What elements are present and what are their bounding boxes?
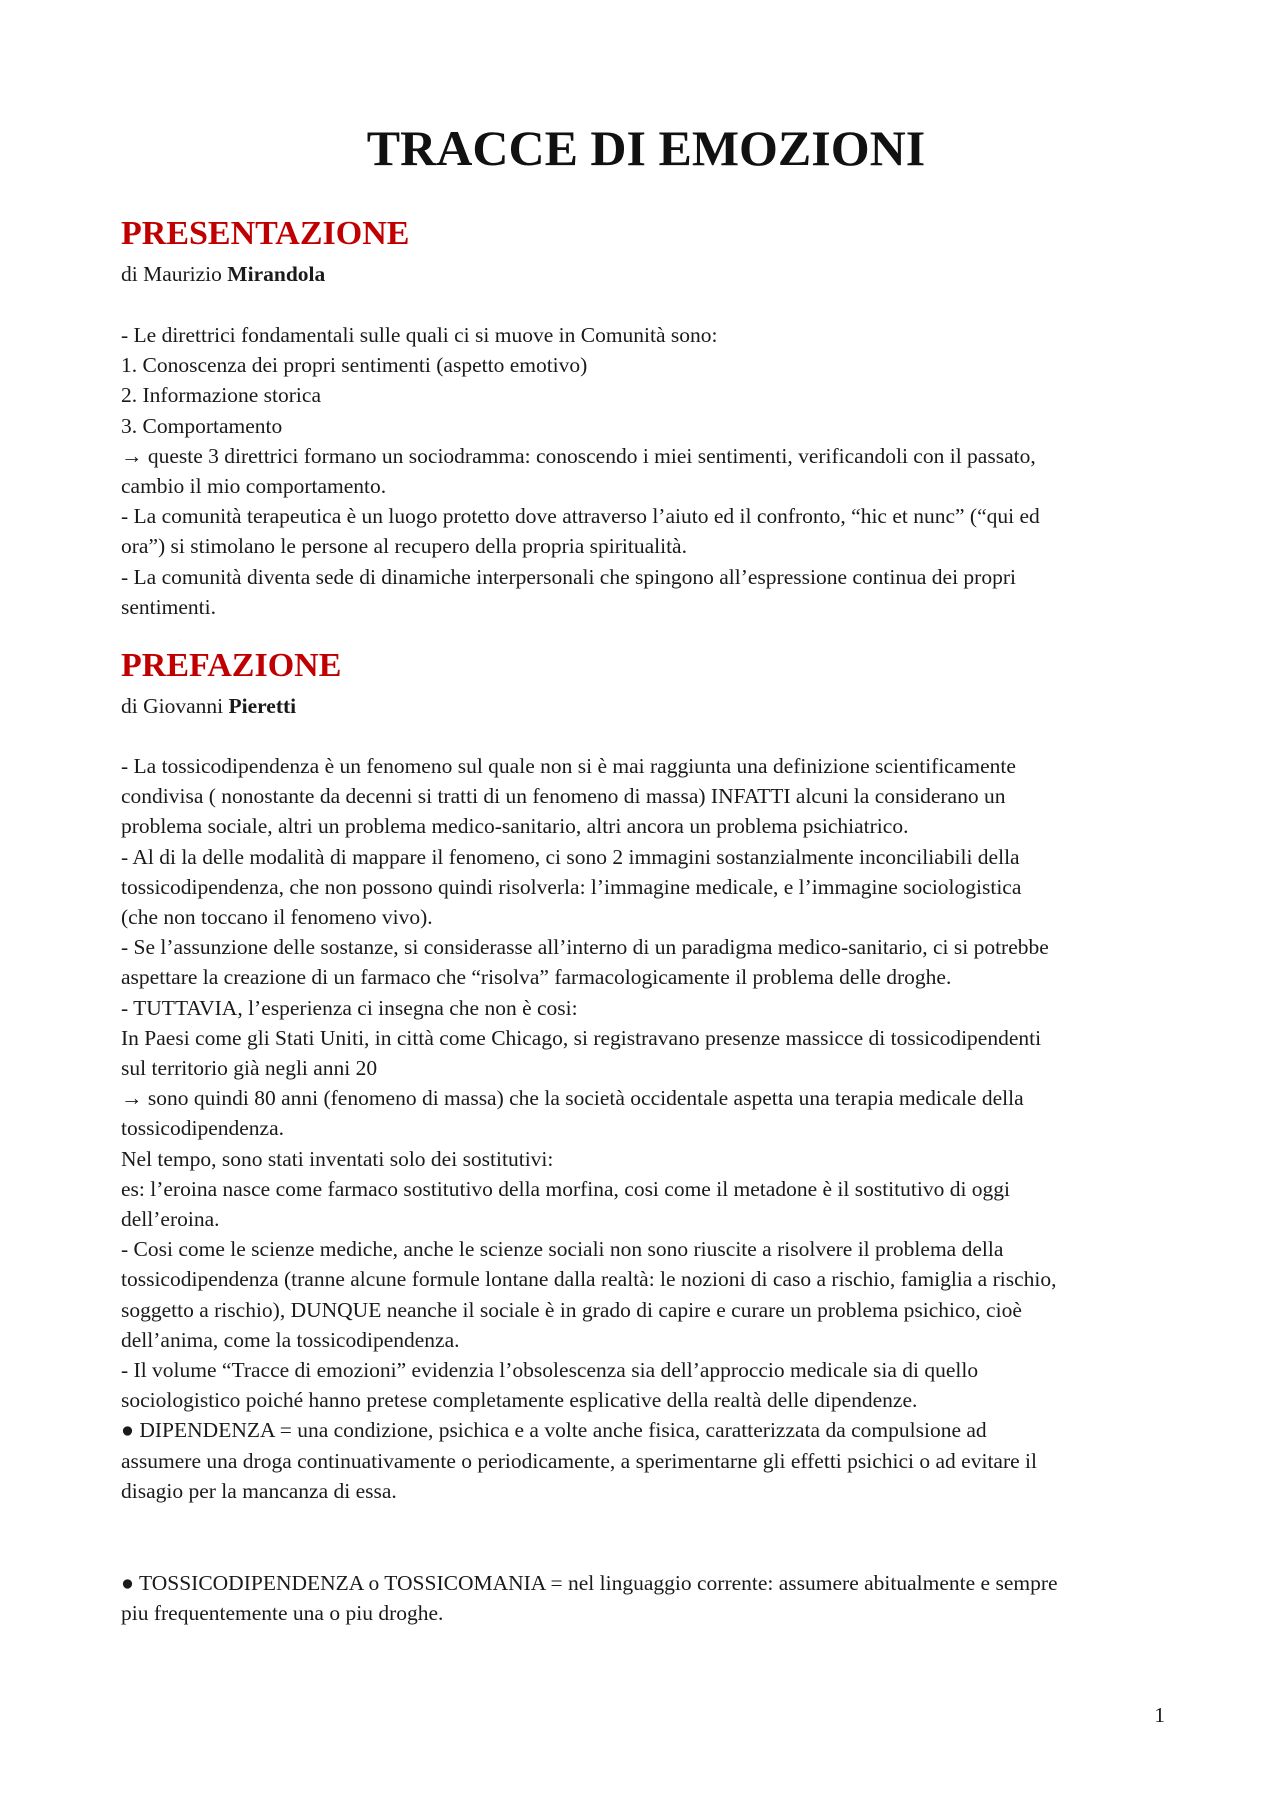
text-line: soggetto a rischio), DUNQUE neanche il sociale è in grado di capire e curare un problema psichico, cioè	[121, 1297, 1022, 1322]
text-line: → sono quindi 80 anni (fenomeno di massa) che la società occidentale aspetta una terapia medicale della	[121, 1086, 1024, 1111]
text-line: Nel tempo, sono stati inventati solo dei sostitutivi:	[121, 1146, 554, 1171]
text-line: sul territorio già negli anni 20	[121, 1056, 378, 1081]
byline-prefix: di Maurizio	[121, 262, 222, 286]
prefazione-definition	[121, 1568, 1171, 1628]
text-line: condivisa ( nonostante da decenni si tratti di un fenomeno di massa) INFATTI alcuni la considerano un	[121, 784, 1006, 809]
text-line: es: l’eroina nasce come farmaco sostitutivo della morfina, cosi come il metadone è il sostitutivo di oggi	[121, 1176, 1011, 1201]
text-line: (che non toccano il fenomeno vivo).	[121, 905, 433, 930]
document-title: TRACCE DI EMOZIONI	[366, 120, 926, 176]
text-line: disagio per la mancanza di essa.	[121, 1478, 397, 1503]
text-line: sentimenti.	[121, 594, 216, 619]
byline-prefix: di Giovanni	[121, 694, 224, 718]
text-line: - TUTTAVIA, l’esperienza ci insegna che non è cosi:	[121, 995, 578, 1020]
text-line: ● DIPENDENZA = una condizione, psichica e a volte anche fisica, caratterizzata da compulsione ad	[121, 1418, 987, 1443]
author-name: Pieretti	[228, 694, 297, 718]
text-line: 1. Conoscenza dei propri sentimenti (aspetto emotivo)	[121, 353, 588, 378]
text-line: 3. Comportamento	[121, 413, 283, 438]
page-number: 1	[1154, 1703, 1165, 1727]
byline-prefazione	[121, 691, 296, 721]
text-line: → queste 3 direttrici formano un sociodramma: conoscendo i miei sentimenti, verificandoli con il passato,	[121, 443, 1036, 468]
heading-prefazione: PREFAZIONE	[121, 647, 342, 684]
text-line: - Al di la delle modalità di mappare il fenomeno, ci sono 2 immagini sostanzialmente inconciliabili della	[121, 844, 1020, 869]
text-line: problema sociale, altri un problema medico-sanitario, altri ancora un problema psichiatrico.	[121, 814, 909, 839]
text-line: aspettare la creazione di un farmaco che “risolva” farmacologicamente il problema delle droghe.	[121, 965, 952, 990]
text-line: - La comunità diventa sede di dinamiche interpersonali che spingono all’espressione continua dei propri	[121, 564, 1016, 589]
prefazione-body	[121, 751, 1171, 1506]
text-line: dell’eroina.	[121, 1207, 220, 1232]
byline-presentazione	[121, 259, 325, 289]
text-line: tossicodipendenza.	[121, 1116, 284, 1141]
text-line: tossicodipendenza, che non possono quindi risolverla: l’immagine medicale, e l’immagine sociologistica	[121, 874, 1022, 899]
text-line: - Le direttrici fondamentali sulle quali ci si muove in Comunità sono:	[121, 323, 718, 347]
text-line: - Se l’assunzione delle sostanze, si considerasse all’interno di un paradigma medico-sanitario, ci si potrebbe	[121, 935, 1049, 960]
text-line: cambio il mio comportamento.	[121, 474, 387, 499]
author-name: Mirandola	[227, 262, 326, 286]
text-line: assumere una droga continuativamente o periodicamente, a sperimentarne gli effetti psichici o ad evitare il	[121, 1448, 1037, 1473]
text-line: In Paesi come gli Stati Uniti, in città come Chicago, si registravano presenze massicce di tossicodipendenti	[121, 1025, 1042, 1050]
text-line: - La tossicodipendenza è un fenomeno sul quale non si è mai raggiunta una definizione scientificamente	[121, 754, 1016, 778]
text-line: piu frequentemente una o piu droghe.	[121, 1601, 444, 1626]
text-line: - Il volume “Tracce di emozioni” evidenzia l’obsolescenza sia dell’approccio medicale sia di quello	[121, 1358, 979, 1383]
text-line: - La comunità terapeutica è un luogo protetto dove attraverso l’aiuto ed il confronto, “hic et nunc” (“qui ed	[121, 504, 1040, 529]
text-line: tossicodipendenza (tranne alcune formule lontane dalla realtà: le nozioni di caso a rischio, famiglia a rischio,	[121, 1267, 1057, 1292]
text-line: ● TOSSICODIPENDENZA o TOSSICOMANIA = nel linguaggio corrente: assumere abitualmente e sempre	[121, 1571, 1058, 1595]
text-line: dell’anima, come la tossicodipendenza.	[121, 1327, 460, 1352]
text-line: sociologistico poiché hanno pretese completamente esplicative della realtà delle dipendenze.	[121, 1388, 918, 1413]
presentazione-body	[121, 320, 1171, 622]
text-line: ora”) si stimolano le persone al recupero della propria spiritualità.	[121, 534, 687, 559]
heading-presentazione: PRESENTAZIONE	[121, 215, 410, 252]
text-line: - Cosi come le scienze mediche, anche le scienze sociali non sono riuscite a risolvere il problema della	[121, 1237, 1004, 1262]
text-line: 2. Informazione storica	[121, 383, 321, 408]
